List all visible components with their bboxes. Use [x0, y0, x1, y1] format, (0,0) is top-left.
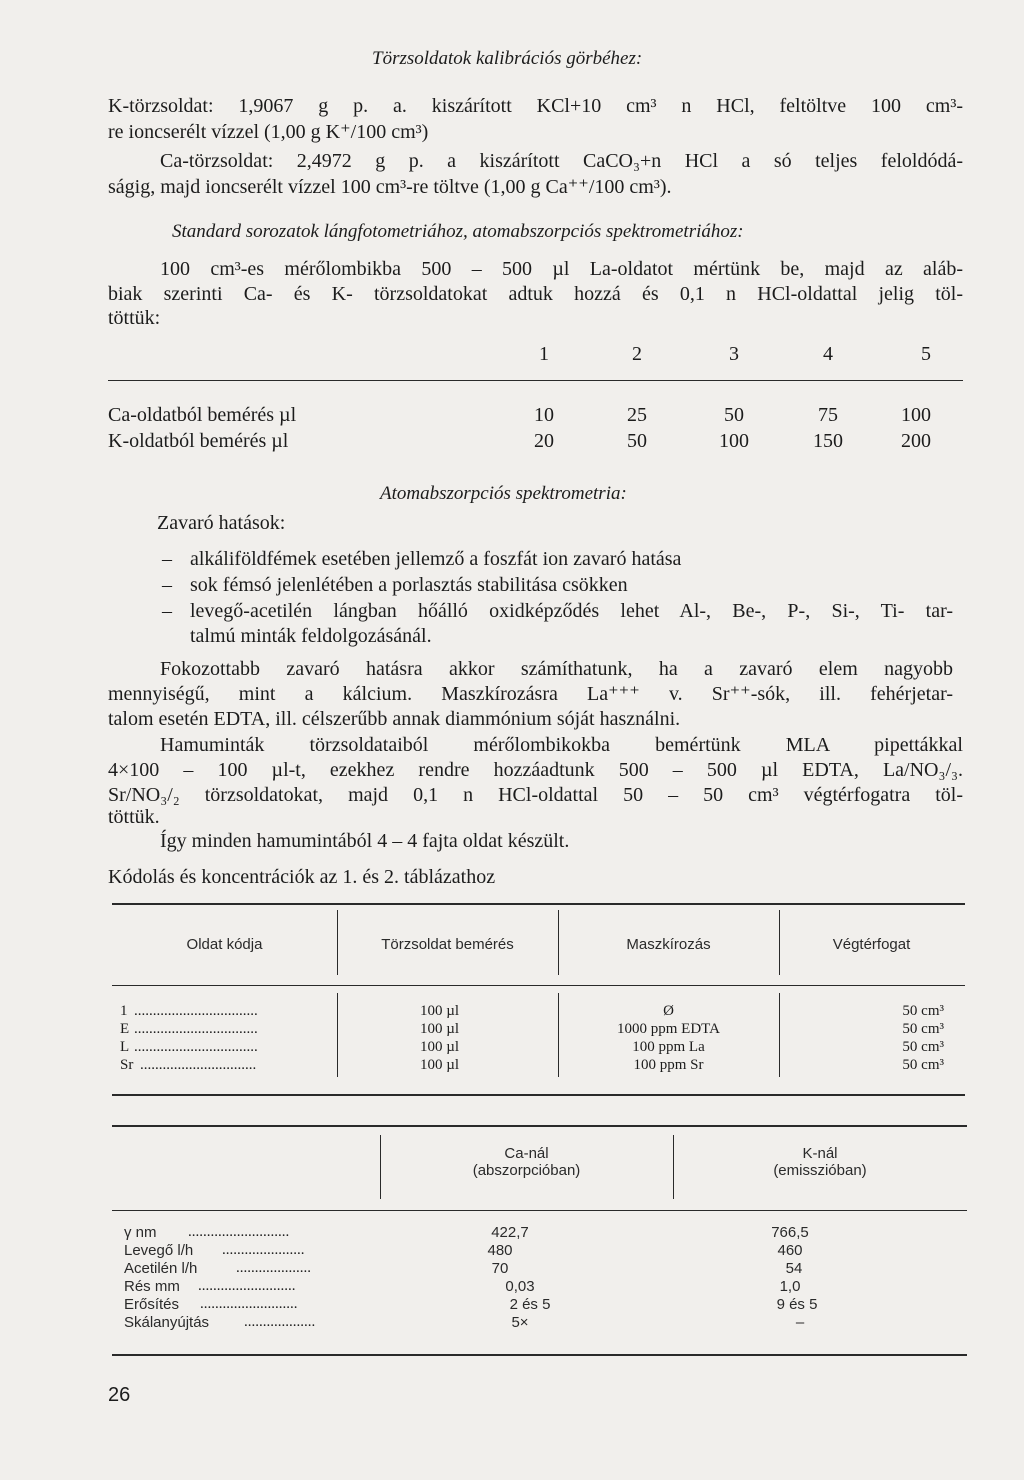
ca-stock-line-1: Ca-törzsoldat: 2,4972 g p. a kiszárított CaCO₃+n HCl a só teljes feloldódá- [160, 150, 963, 172]
series-cell: 100 [719, 430, 749, 452]
table2-header-k-sub: (emisszióban) [773, 1162, 867, 1179]
leader-dots: .......................... [198, 1278, 296, 1294]
interference-item: sok fémsó jelenlétében a porlasztás stabilitása csökken [190, 574, 628, 596]
table2-header-ca-sub: (abszorpcióban) [472, 1162, 581, 1179]
series-cell: 200 [901, 430, 931, 452]
heading-calibration: Törzsoldatok kalibrációs görbéhez: [372, 48, 643, 69]
page-number: 26 [108, 1384, 131, 1406]
table2-label: Rés mm [124, 1278, 180, 1295]
table1-header-mask: Maszkírozás [626, 936, 711, 953]
table1-volume: 50 cm³ [902, 1039, 944, 1055]
standard-text-line-3: töttük: [108, 307, 161, 329]
table1-mask: 100 ppm Sr [633, 1057, 704, 1073]
heading-coding: Kódolás és koncentrációk az 1. és 2. táblázathoz [108, 866, 496, 888]
para-igy: Így minden hamumintából 4 – 4 fajta oldat készült. [160, 830, 570, 852]
leader-dots: ................................. [134, 1021, 258, 1037]
series-row-k-label: K-oldatból bemérés µl [108, 430, 289, 452]
table1-mask: 1000 ppm EDTA [617, 1021, 720, 1037]
table2-label: Levegő l/h [124, 1242, 194, 1259]
table1-header-rule [112, 985, 965, 986]
table2-k-value: 460 [777, 1242, 803, 1259]
table1-stock: 100 µl [420, 1039, 460, 1055]
table1-volume: 50 cm³ [902, 1021, 944, 1037]
heading-aas: Atomabszorpciós spektrometria: [380, 483, 627, 504]
table2-label: Acetilén l/h [124, 1260, 198, 1277]
table1-code: L [120, 1039, 130, 1055]
k-stock-line-1: K-törzsoldat: 1,9067 g p. a. kiszárított KCl+10 cm³ n HCl, feltöltve 100 cm³- [108, 95, 963, 117]
ca-stock-line-2: ságig, majd ioncserélt vízzel 100 cm³-re töltve (1,00 g Ca⁺⁺/100 cm³). [108, 176, 672, 198]
para-hamu-2: 4×100 – 100 µl-t, ezekhez rendre hozzáadtunk 500 – 500 µl EDTA, La/NO₃/₃. [108, 759, 963, 781]
table1-stock: 100 µl [420, 1021, 460, 1037]
table1-code: 1 [120, 1003, 128, 1019]
table1-header-volume: Végtérfogat [832, 936, 911, 953]
standard-text-line-1: 100 cm³-es mérőlombikba 500 – 500 µl La-oldatot mértünk be, majd az aláb- [160, 258, 963, 280]
series-row-ca-label: Ca-oldatból bemérés µl [108, 404, 297, 426]
series-table-rule [108, 380, 963, 381]
series-col-3: 3 [729, 343, 739, 365]
table1-bottom-rule [112, 1094, 965, 1096]
leader-dots: ................................. [134, 1039, 258, 1055]
table2-ca-value: 480 [487, 1242, 513, 1259]
series-cell: 100 [901, 404, 931, 426]
para-hamu-3: Sr/NO₃/₂ törzsoldatokat, majd 0,1 n HCl-oldattal 50 – 50 cm³ végtérfogatra töl- [108, 784, 963, 806]
series-col-4: 4 [823, 343, 833, 365]
series-cell: 25 [627, 404, 647, 426]
table2-label: γ nm [124, 1224, 157, 1241]
series-cell: 150 [813, 430, 843, 452]
table2-ca-value: 70 [491, 1260, 509, 1277]
interference-dash: – [162, 600, 172, 622]
table2-header-ca: Ca-nál [504, 1145, 549, 1162]
para-hamu-1: Hamuminták törzsoldataiból mérőlombikokba bemértünk MLA pipettákkal [160, 734, 963, 756]
series-col-1: 1 [539, 343, 549, 365]
table1-code: Sr [120, 1057, 134, 1073]
table1-top-rule [112, 903, 965, 905]
heading-standard-series: Standard sorozatok lángfotometriához, atomabszorpciós spektrometriához: [172, 221, 744, 242]
k-stock-line-2: re ioncserélt vízzel (1,00 g K⁺/100 cm³) [108, 121, 429, 143]
table2-k-value: – [795, 1314, 805, 1331]
table2-ca-value: 5× [511, 1314, 529, 1331]
table1-header-code: Oldat kódja [186, 936, 263, 953]
table2-k-value: 54 [785, 1260, 803, 1277]
series-col-5: 5 [921, 343, 931, 365]
table1-mask: 100 ppm La [632, 1039, 705, 1055]
table2-ca-value: 422,7 [491, 1224, 529, 1241]
leader-dots: ...................... [222, 1242, 305, 1258]
table2-bottom-rule [112, 1354, 967, 1356]
table1-mask: Ø [663, 1003, 674, 1019]
series-cell: 50 [627, 430, 647, 452]
series-cell: 75 [818, 404, 838, 426]
para-fokozottabb-3: talom esetén EDTA, ill. célszerűbb annak diammónium sóját használni. [108, 708, 681, 730]
leader-dots: .................... [236, 1260, 311, 1276]
table1-header-stock: Törzsoldat bemérés [381, 936, 514, 953]
interference-dash: – [162, 574, 172, 596]
series-col-2: 2 [632, 343, 642, 365]
table2-ca-value: 2 és 5 [509, 1296, 551, 1313]
table1-stock: 100 µl [420, 1003, 460, 1019]
table2-label: Skálanyújtás [124, 1314, 210, 1331]
leader-dots: ............................... [140, 1057, 257, 1073]
leader-dots: ................... [244, 1314, 316, 1330]
table2-k-value: 766,5 [771, 1224, 809, 1241]
leader-dots: .......................... [200, 1296, 298, 1312]
table1-code: E [120, 1021, 130, 1037]
interference-item: alkáliföldfémek esetében jellemző a foszfát ion zavaró hatása [190, 548, 682, 570]
interference-dash: – [162, 548, 172, 570]
series-cell: 50 [724, 404, 744, 426]
standard-text-line-2: biak szerinti Ca- és K- törzsoldatokat adtuk hozzá és 0,1 n HCl-oldattal jelig töl- [108, 283, 963, 305]
series-cell: 20 [534, 430, 554, 452]
para-fokozottabb-2: mennyiségű, mint a kálcium. Maszkírozásra La⁺⁺⁺ v. Sr⁺⁺-sók, ill. fehérjetar- [108, 683, 953, 705]
para-fokozottabb-1: Fokozottabb zavaró hatásra akkor számíthatunk, ha a zavaró elem nagyobb [160, 658, 953, 680]
table2-header-k: K-nál [802, 1145, 838, 1162]
interference-label: Zavaró hatások: [157, 512, 286, 534]
table1-volume: 50 cm³ [902, 1057, 944, 1073]
table1-volume: 50 cm³ [902, 1003, 944, 1019]
table2-top-rule [112, 1125, 967, 1127]
series-cell: 10 [534, 404, 554, 426]
leader-dots: ........................... [188, 1224, 290, 1240]
table2-k-value: 9 és 5 [776, 1296, 818, 1313]
table2-label: Erősítés [124, 1296, 180, 1313]
interference-item: levegő-acetilén lángban hőálló oxidképződés lehet Al-, Be-, P-, Si-, Ti- tar- [190, 600, 953, 622]
interference-item-cont: talmú minták feldolgozásánál. [190, 625, 432, 647]
leader-dots: ................................. [134, 1003, 258, 1019]
table2-k-value: 1,0 [779, 1278, 801, 1295]
table1-col-divider [337, 993, 338, 1077]
table1-stock: 100 µl [420, 1057, 460, 1073]
table2-header-rule [112, 1210, 967, 1211]
para-hamu-4: töttük. [108, 806, 160, 828]
table2-ca-value: 0,03 [505, 1278, 535, 1295]
